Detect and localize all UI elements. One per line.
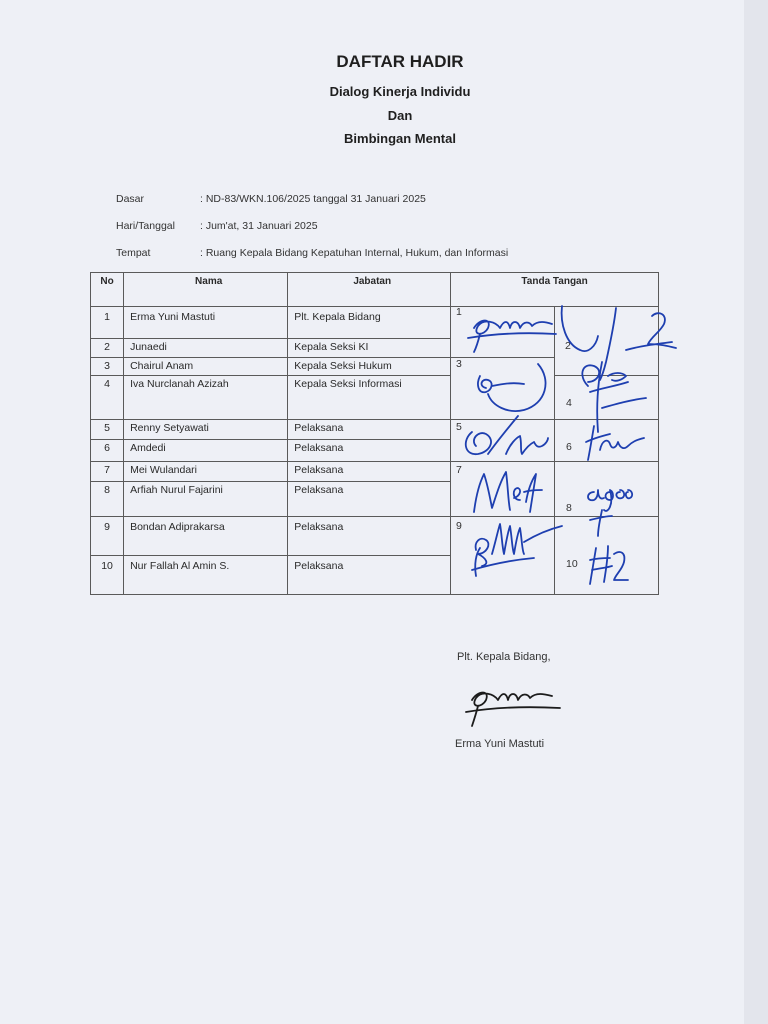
cell-no: 2 [91,339,124,358]
sign-number-3: 3 [456,358,462,370]
cell-jabatan: Pelaksana [288,462,451,482]
table-row [91,462,659,482]
cell-jabatan: Pelaksana [288,420,451,440]
cell-no: 5 [91,420,124,440]
signatory-signature-image [460,678,570,730]
meta-hari-label: Hari/Tanggal [116,220,175,232]
sign-number-2: 2 [565,340,571,352]
sign-number-7: 7 [456,464,462,476]
document-subtitle-2: Dan [387,108,413,123]
cell-no: 9 [91,517,124,556]
cell-jabatan: Pelaksana [288,482,451,517]
meta-dasar-value: : ND-83/WKN.106/2025 tanggal 31 Januari 2025 [200,193,426,205]
cell-no: 1 [91,307,124,339]
cell-no: 7 [91,462,124,482]
cell-no: 8 [91,482,124,517]
signature-5-image [456,410,556,462]
signature-6-image [580,420,652,464]
header-jabatan: Jabatan [288,273,451,307]
signature-7-image [466,462,552,518]
signature-1-image [462,308,562,356]
sign-number-4: 4 [566,397,572,409]
sign-number-8: 8 [566,502,572,514]
sign-number-9: 9 [456,520,462,532]
cell-no: 3 [91,358,124,376]
cell-jabatan: Pelaksana [288,556,451,595]
cell-nama: Erma Yuni Mastuti [124,307,288,339]
cell-no: 10 [91,556,124,595]
meta-dasar-label: Dasar [116,193,145,205]
cell-jabatan: Pelaksana [288,517,451,556]
document-title: DAFTAR HADIR [336,52,464,71]
cell-nama: Amdedi [124,440,288,462]
meta-tempat-label: Tempat [116,247,151,259]
signature-8-image [580,470,652,540]
meta-tempat-value: : Ruang Kepala Bidang Kepatuhan Internal, Hukum, dan Informasi [200,247,509,259]
header-tanda-tangan: Tanda Tangan [451,273,659,307]
cell-jabatan: Plt. Kepala Bidang [288,307,451,339]
cell-nama: Arfiah Nurul Fajarini [124,482,288,517]
cell-nama: Junaedi [124,339,288,358]
document-subtitle-3: Bimbingan Mental [344,131,456,146]
sign-number-6: 6 [566,441,572,453]
header-nama: Nama [124,273,288,307]
meta-hari [116,220,318,232]
signature-10-image [586,540,632,588]
table-row [91,517,659,556]
header-no: No [91,273,124,307]
signature-3-image [468,360,552,416]
cell-jabatan: Kepala Seksi Informasi [288,376,451,420]
cell-nama: Mei Wulandari [124,462,288,482]
sign-number-1: 1 [456,306,462,318]
cell-jabatan: Pelaksana [288,440,451,462]
cell-nama: Renny Setyawati [124,420,288,440]
sign-number-5: 5 [456,421,462,433]
cell-jabatan: Kepala Seksi Hukum [288,358,451,376]
signature-9-image [462,514,568,584]
cell-no: 4 [91,376,124,420]
signatory-title: Plt. Kepala Bidang, [457,651,551,663]
cell-nama: Bondan Adiprakarsa [124,517,288,556]
signatory-name: Erma Yuni Mastuti [455,738,545,750]
meta-dasar [116,193,426,205]
cell-nama: Iva Nurclanah Azizah [124,376,288,420]
meta-tempat [116,247,508,259]
meta-hari-value: : Jum'at, 31 Januari 2025 [200,220,318,232]
cell-no: 6 [91,440,124,462]
scan-edge [744,0,768,1024]
cell-nama: Chairul Anam [124,358,288,376]
sign-number-10: 10 [566,558,578,570]
cell-jabatan: Kepala Seksi KI [288,339,451,358]
cell-nama: Nur Fallah Al Amin S. [124,556,288,595]
document-subtitle-1: Dialog Kinerja Individu [329,84,471,99]
